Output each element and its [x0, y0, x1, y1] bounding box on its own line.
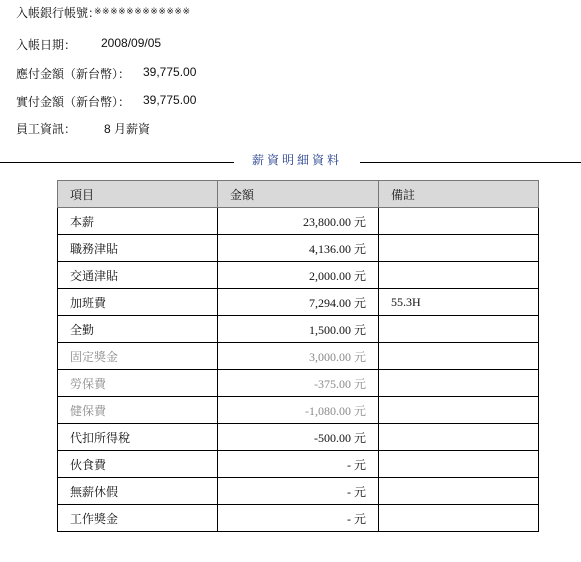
table-row [58, 478, 539, 505]
divider-line-right [360, 162, 581, 163]
amount-cell: -500.00 元 [218, 424, 379, 451]
header-amount: 金額 [218, 181, 379, 208]
paid-value: 39,775.00 [143, 93, 197, 107]
paid-label: 實付金額（新台幣）： [16, 95, 131, 109]
employee-label: 員工資訊： [16, 122, 77, 136]
item-cell: 健保費 [58, 397, 218, 424]
amount-cell: - 元 [218, 478, 379, 505]
amount-cell: -1,080.00 元 [218, 397, 379, 424]
header-note: 備註 [379, 181, 539, 208]
table-row [58, 289, 539, 316]
note-cell [379, 505, 539, 532]
note-cell [379, 235, 539, 262]
item-cell: 固定獎金 [58, 343, 218, 370]
item-cell: 無薪休假 [58, 478, 218, 505]
table-row [58, 235, 539, 262]
note-cell: 55.3H [379, 289, 539, 316]
amount-cell: 1,500.00 元 [218, 316, 379, 343]
date-row [16, 36, 162, 53]
amount-cell: 2,000.00 元 [218, 262, 379, 289]
employee-row [16, 120, 151, 137]
amount-cell: 3,000.00 元 [218, 343, 379, 370]
item-cell: 勞保費 [58, 370, 218, 397]
amount-cell: - 元 [218, 505, 379, 532]
amount-cell: 7,294.00 元 [218, 289, 379, 316]
table-header-row [58, 181, 539, 208]
account-number-redacted: ※※※※※※※※※※※※ [94, 6, 191, 16]
table-row [58, 424, 539, 451]
payable-label: 應付金額（新台幣）： [16, 67, 131, 81]
header-item: 項目 [58, 181, 218, 208]
table-row [58, 343, 539, 370]
table-row [58, 208, 539, 235]
table-row [58, 397, 539, 424]
account-row [16, 4, 191, 21]
payable-value: 39,775.00 [143, 65, 197, 79]
note-cell [379, 397, 539, 424]
table-row [58, 451, 539, 478]
divider-line-left [0, 162, 234, 163]
item-cell: 加班費 [58, 289, 218, 316]
table-row [58, 505, 539, 532]
item-cell: 本薪 [58, 208, 218, 235]
table-row [58, 370, 539, 397]
note-cell [379, 343, 539, 370]
table-row [58, 316, 539, 343]
note-cell [379, 208, 539, 235]
note-cell [379, 370, 539, 397]
item-cell: 交通津貼 [58, 262, 218, 289]
account-label: 入帳銀行帳號： [16, 6, 101, 20]
salary-detail-table [57, 180, 539, 532]
paid-row [16, 93, 197, 110]
item-cell: 工作獎金 [58, 505, 218, 532]
amount-cell: 4,136.00 元 [218, 235, 379, 262]
date-label: 入帳日期： [16, 38, 77, 52]
note-cell [379, 424, 539, 451]
amount-cell: - 元 [218, 451, 379, 478]
employee-value: 8 月薪資 [104, 122, 151, 136]
note-cell [379, 316, 539, 343]
section-divider [0, 150, 581, 166]
section-title: 薪資明細資料 [251, 153, 342, 167]
note-cell [379, 478, 539, 505]
date-value: 2008/09/05 [101, 36, 162, 50]
table-row [58, 262, 539, 289]
note-cell [379, 262, 539, 289]
item-cell: 職務津貼 [58, 235, 218, 262]
item-cell: 代扣所得稅 [58, 424, 218, 451]
amount-cell: -375.00 元 [218, 370, 379, 397]
item-cell: 全勤 [58, 316, 218, 343]
item-cell: 伙食費 [58, 451, 218, 478]
payable-row [16, 65, 197, 82]
amount-cell: 23,800.00 元 [218, 208, 379, 235]
note-cell [379, 451, 539, 478]
